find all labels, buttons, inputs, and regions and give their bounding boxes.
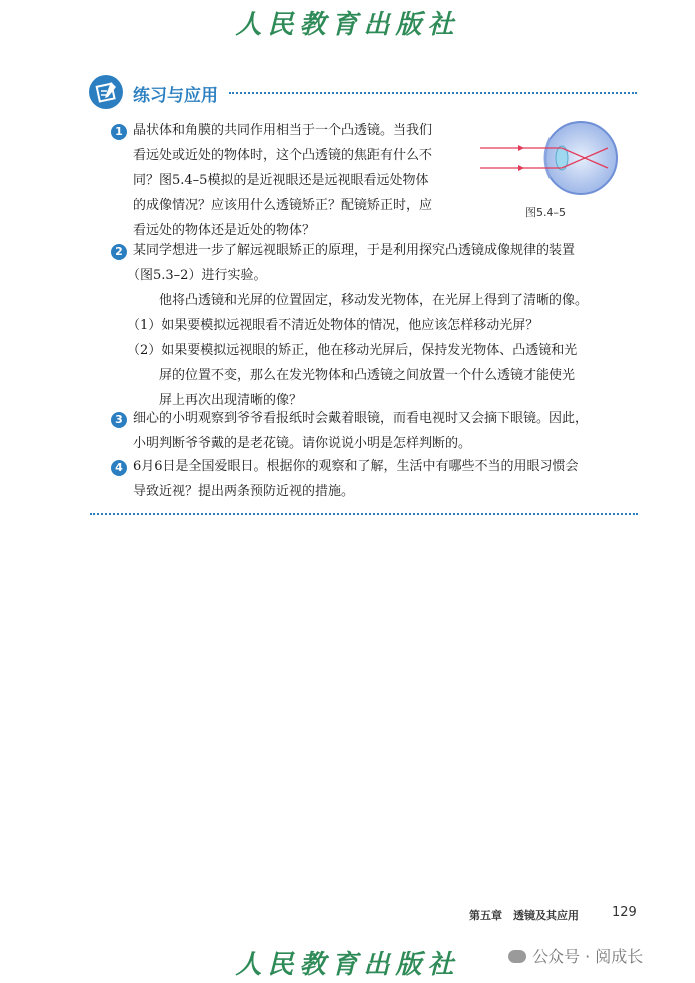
question-number: 2 bbox=[111, 244, 127, 260]
chapter-title: 第五章 透镜及其应用 bbox=[469, 909, 579, 922]
question-2-sub-2: 屏的位置不变，那么在发光物体和凸透镜之间放置一个什么透镜才能使光 bbox=[159, 368, 576, 383]
question-1-line: 同？图5.4–5模拟的是近视眼还是远视眼看远处物体 bbox=[133, 173, 429, 188]
question-number: 3 bbox=[111, 412, 127, 428]
wechat-icon bbox=[508, 950, 526, 963]
publisher-logo-bottom: 人民教育出版社 bbox=[235, 950, 460, 980]
question-2-sub-1: （1）如果要模拟远视眼看不清近处物体的情况，他应该怎样移动光屏？ bbox=[127, 318, 539, 333]
question-1-line: 的成像情况？应该用什么透镜矫正？配镜矫正时，应 bbox=[133, 198, 433, 213]
question-2-sub-2: 屏上再次出现清晰的像？ bbox=[159, 393, 303, 408]
section-end-divider bbox=[90, 513, 638, 515]
watermark bbox=[508, 944, 643, 967]
question-1-line: 看远处或近处的物体时，这个凸透镜的焦距有什么不 bbox=[133, 148, 433, 163]
question-number: 1 bbox=[111, 124, 127, 140]
figure-caption: 图5.4–5 bbox=[525, 206, 566, 219]
question-3-line: 细心的小明观察到爷爷看报纸时会戴着眼镜，而看电视时又会摘下眼镜。因此， bbox=[133, 411, 589, 426]
question-3-line: 小明判断爷爷戴的是老花镜。请你说说小明是怎样判断的。 bbox=[133, 436, 472, 451]
section-header bbox=[89, 75, 639, 111]
question-2-statement: 他将凸透镜和光屏的位置固定，移动发光物体，在光屏上得到了清晰的像。 bbox=[159, 293, 589, 308]
question-4-line: 导致近视？提出两条预防近视的措施。 bbox=[133, 484, 355, 499]
question-number: 4 bbox=[111, 460, 127, 476]
section-title: 练习与应用 bbox=[133, 86, 218, 106]
question-1-line: 看远处的物体还是近处的物体？ bbox=[133, 223, 316, 238]
publisher-logo-top: 人民教育出版社 bbox=[235, 10, 460, 40]
page-number: 129 bbox=[612, 905, 637, 920]
watermark-text: 公众号 · 阅成长 bbox=[532, 947, 644, 966]
section-divider bbox=[229, 92, 637, 94]
exercise-icon bbox=[89, 75, 123, 109]
question-1-line: 晶状体和角膜的共同作用相当于一个凸透镜。当我们 bbox=[133, 123, 433, 138]
question-2-sub-2: （2）如果要模拟远视眼的矫正，他在移动光屏后，保持发光物体、凸透镜和光 bbox=[127, 343, 578, 358]
question-4-line: 6月6日是全国爱眼日。根据你的观察和了解，生活中有哪些不当的用眼习惯会 bbox=[133, 459, 579, 474]
question-2-line: （图5.3–2）进行实验。 bbox=[127, 268, 267, 283]
question-2-line: 某同学想进一步了解远视眼矫正的原理，于是利用探究凸透镜成像规律的装置 bbox=[133, 243, 576, 258]
eye-diagram bbox=[478, 118, 628, 218]
